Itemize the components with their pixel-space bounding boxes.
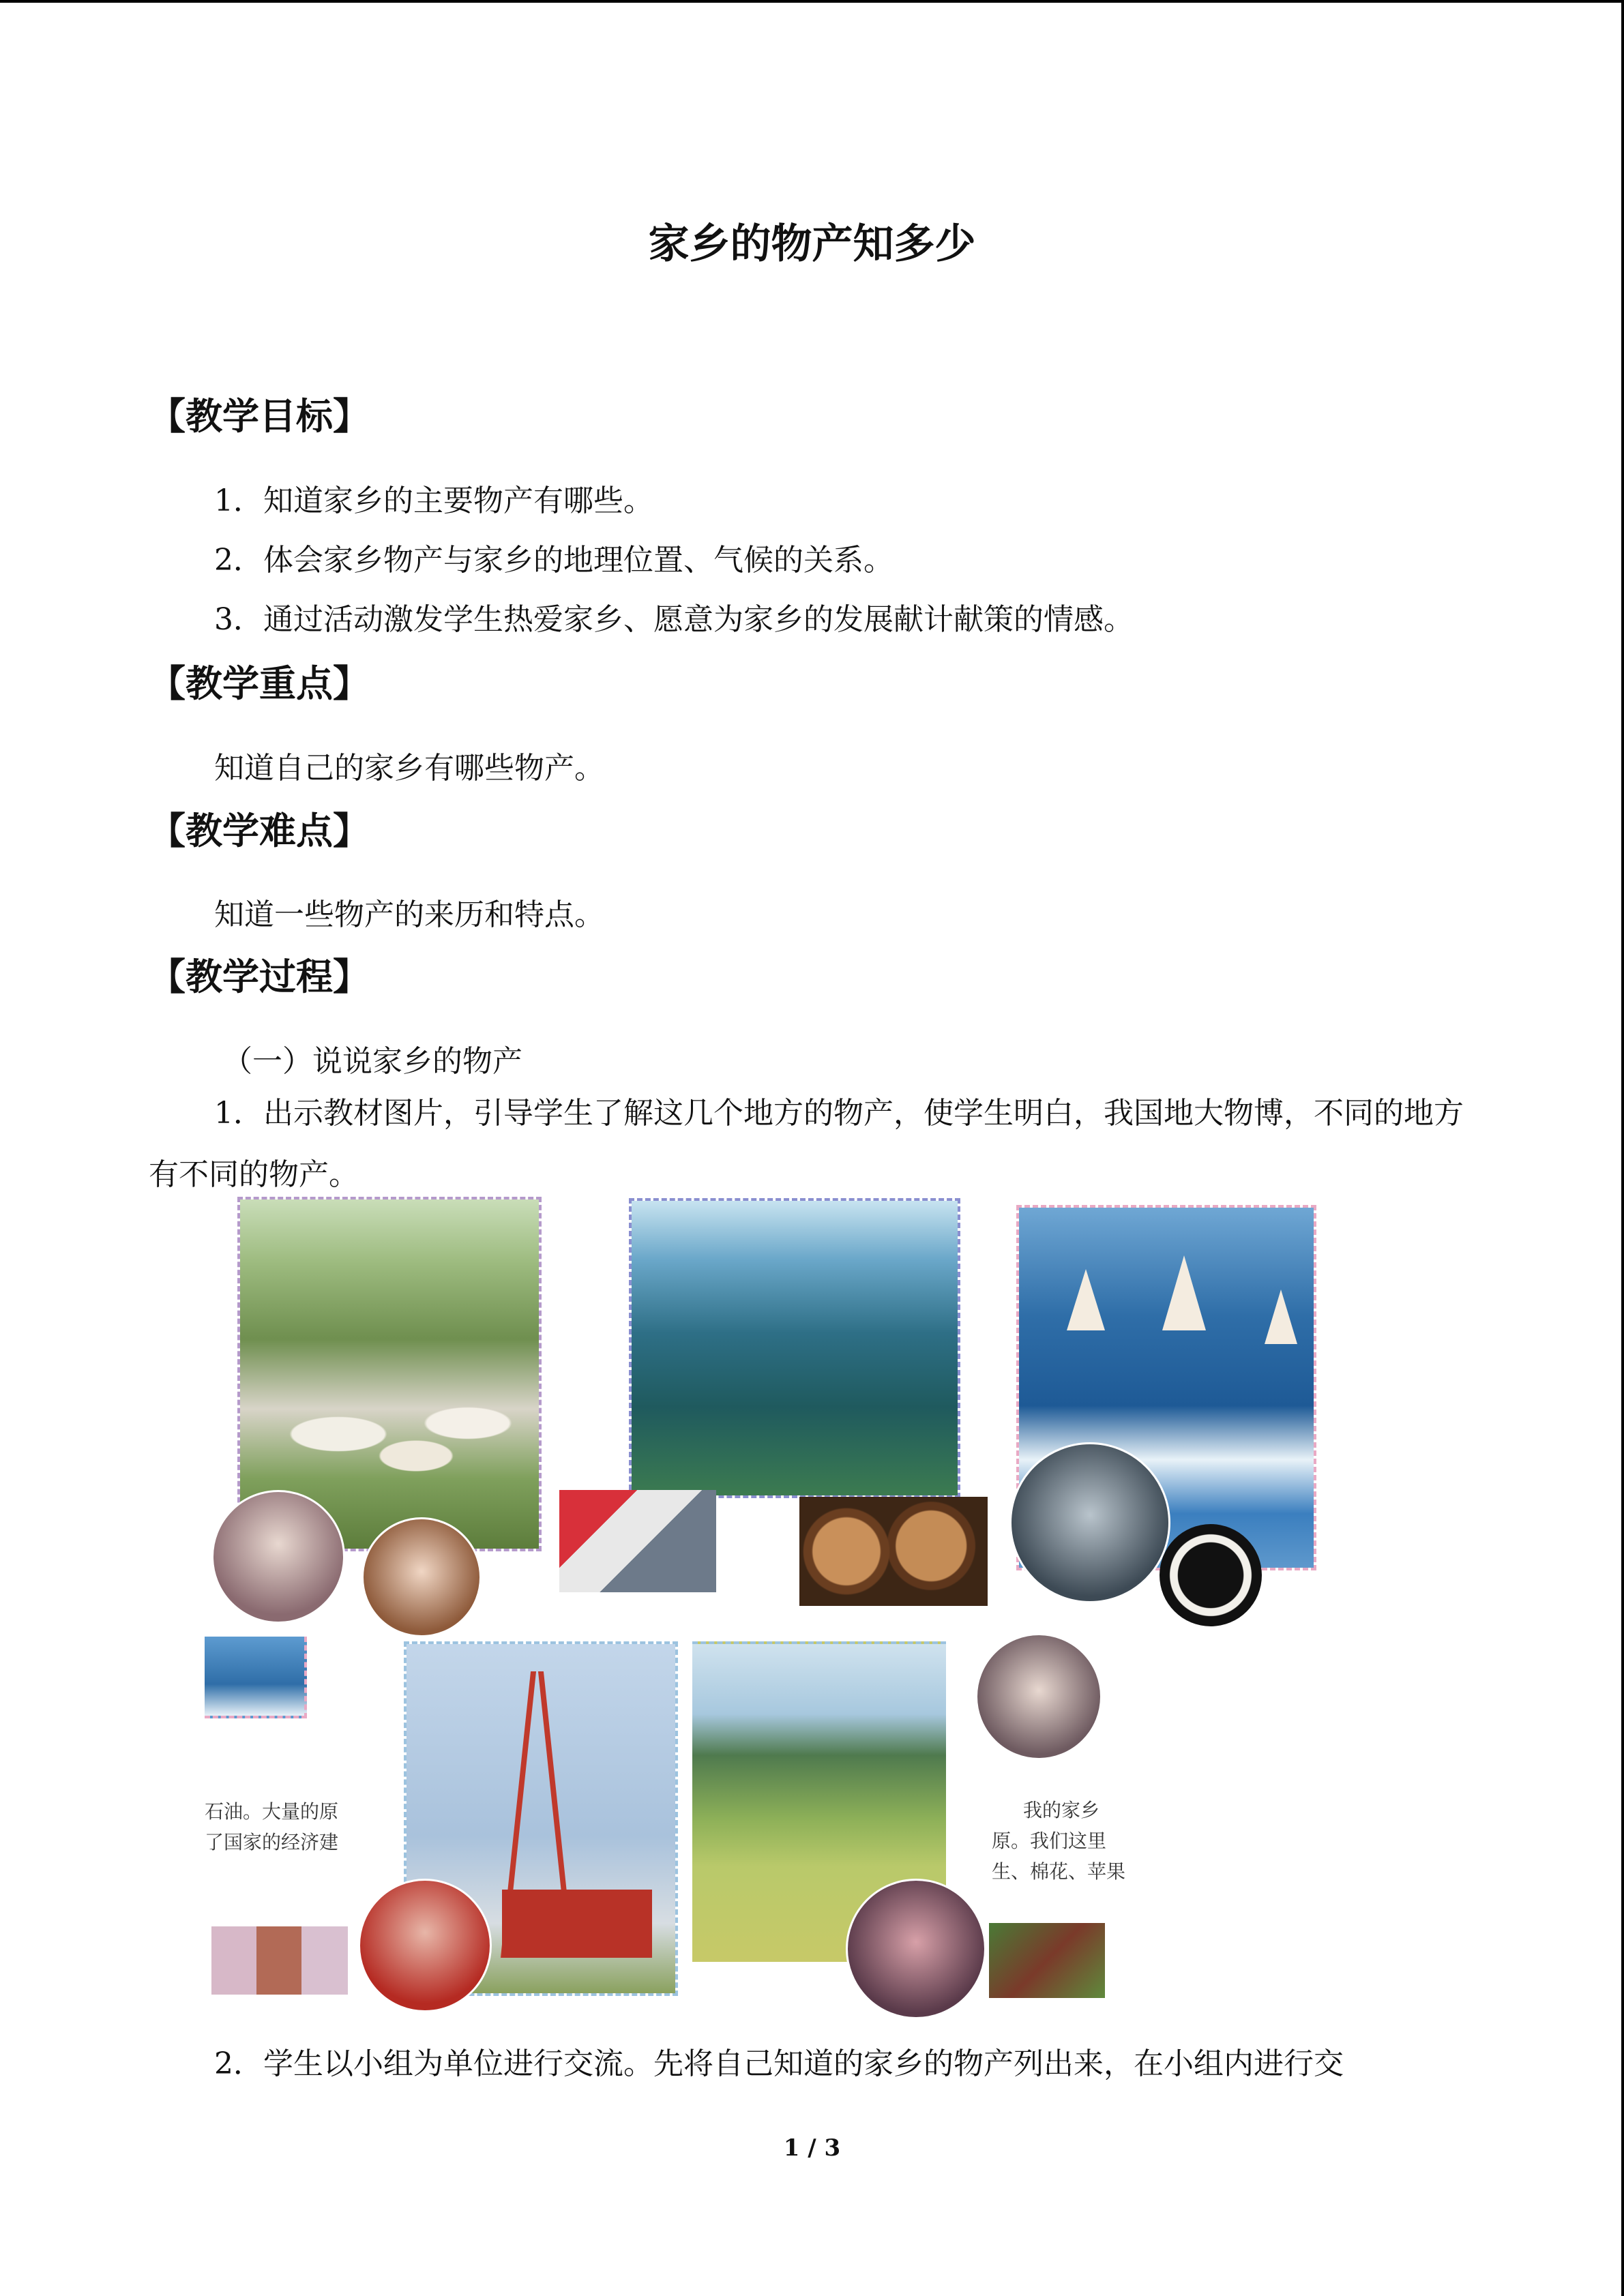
page-number: 1 / 3 bbox=[783, 2134, 841, 2162]
oil-caption-line-2: 了国家的经济建 bbox=[205, 1831, 339, 1853]
forest-photo bbox=[629, 1198, 960, 1498]
oil-products-image bbox=[211, 1926, 348, 1995]
crops-image bbox=[989, 1923, 1105, 1998]
objective-item-1: 1．知道家乡的主要物产有哪些。 bbox=[214, 483, 653, 518]
harvest-circle bbox=[846, 1879, 986, 2019]
textbook-figure bbox=[205, 1197, 1385, 2008]
key-points-heading: 【教学重点】 bbox=[149, 662, 370, 705]
process-subheading: （一）说说家乡的物产 bbox=[222, 1044, 522, 1079]
difficulties-heading: 【教学难点】 bbox=[149, 809, 370, 852]
timber-logs-image bbox=[799, 1497, 988, 1606]
herder-family-circle bbox=[211, 1490, 345, 1624]
process-step-1: 1．出示教材图片，引导学生了解这几个地方的物产，使学生明白，我国地大物博，不同的地方有不同的物产。 bbox=[149, 1096, 1464, 1192]
key-points-text: 知道自己的家乡有哪些物产。 bbox=[214, 751, 604, 786]
home-caption-line-3: 生、棉花、苹果 bbox=[992, 1860, 1126, 1883]
process-heading: 【教学过程】 bbox=[149, 955, 370, 998]
process-step-2: 2．学生以小组为单位进行交流。先将自己知道的家乡的物产列出来，在小组内进行交 bbox=[214, 2046, 1344, 2081]
page-top-border bbox=[0, 0, 1624, 3]
family-thumbnail-circle bbox=[975, 1633, 1102, 1760]
document-title: 家乡的物产知多少 bbox=[648, 220, 976, 268]
pearl-necklace-image bbox=[1160, 1524, 1262, 1626]
dairy-cow-circle bbox=[361, 1517, 482, 1637]
objectives-heading: 【教学目标】 bbox=[149, 395, 370, 438]
sea-thumbnail-partial bbox=[205, 1637, 307, 1718]
page-right-border bbox=[1621, 0, 1624, 2296]
home-caption-line-1: 我的家乡 bbox=[1023, 1799, 1100, 1821]
difficulties-text: 知道一些物产的来历和特点。 bbox=[214, 897, 604, 932]
objective-item-3: 3．通过活动激发学生热爱家乡、愿意为家乡的发展献计献策的情感。 bbox=[214, 602, 1134, 637]
objective-item-2: 2．体会家乡物产与家乡的地理位置、气候的关系。 bbox=[214, 543, 894, 578]
oil-caption-line-1: 石油。大量的原 bbox=[205, 1800, 339, 1823]
oil-workers-circle bbox=[358, 1879, 492, 2012]
fisherman-circle bbox=[1009, 1442, 1170, 1603]
forest-products-image bbox=[559, 1490, 716, 1592]
home-caption-line-2: 原。我们这里 bbox=[992, 1830, 1107, 1852]
